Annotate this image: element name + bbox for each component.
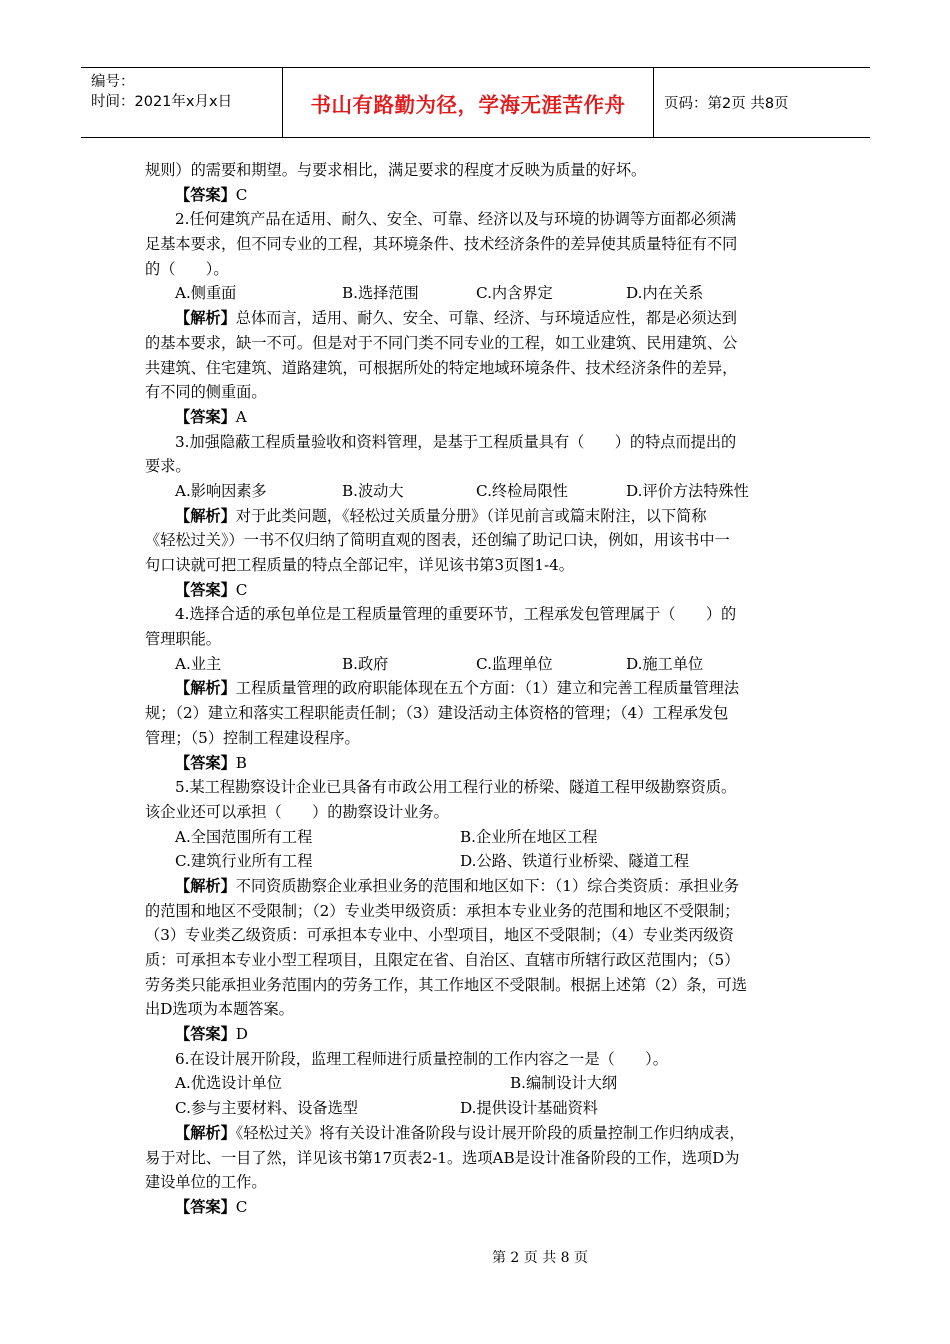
option-item: B.选择范围 (342, 284, 419, 303)
text-line: 《轻松过关》）一书不仅归纳了简明直观的图表，还创编了助记口诀，例如，用该书中一 (145, 531, 730, 550)
text-line: 管理；（5）控制工程建设程序。 (145, 728, 360, 747)
answer-options (145, 1096, 810, 1121)
option-item: A.全国范围所有工程 (175, 827, 313, 846)
option-item: D.提供设计基础资料 (460, 1099, 598, 1118)
line-text: 不同资质勘察企业承担业务的范围和地区如下：（1）综合类资质：承担业务 (235, 876, 740, 895)
header-motto-cell (283, 68, 654, 137)
motto-text: 书山有路勤为径，学海无涯苦作舟 (310, 92, 626, 117)
analysis-line (145, 1121, 810, 1146)
page-footer: 第 2 页 共 8 页 (491, 1250, 589, 1266)
answer-line (145, 183, 810, 208)
option-item: C.参与主要材料、设备选型 (175, 1099, 358, 1118)
question-line: 2.任何建筑产品在适用、耐久、安全、可靠、经济以及与环境的协调等方面都必须满 (175, 210, 737, 229)
label-keyword: 【解析】 (175, 309, 236, 328)
text-line: 管理职能。 (145, 630, 221, 649)
option-item: C.监理单位 (476, 654, 553, 673)
line-text: C (235, 580, 248, 599)
line-text: 《轻松过关》将有关设计准备阶段与设计展开阶段的质量控制工作归纳成表， (235, 1123, 745, 1142)
date-label: 时间：2021年x月x日 (91, 94, 233, 110)
question-line: 6.在设计展开阶段，监理工程师进行质量控制的工作内容之一是（ ）。 (175, 1049, 668, 1068)
label-keyword: 【答案】 (175, 1025, 236, 1044)
line-text: 总体而言，适用、耐久、安全、可靠、经济、与环境适应性，都是必须达到 (235, 309, 737, 328)
line-text: A (235, 407, 247, 426)
page-number-label: 页码：第2页 共8页 (664, 96, 789, 112)
option-item: D.评价方法特殊性 (626, 481, 749, 500)
option-item: C.建筑行业所有工程 (175, 852, 313, 871)
text-line: 易于对比、一目了然，详见该书第17页表2-1。选项AB是设计准备阶段的工作，选项D为 (145, 1148, 740, 1167)
option-item: B.编制设计大纲 (510, 1074, 618, 1093)
text-line: 要求。 (145, 457, 191, 476)
text-line: 的范围和地区不受限制；（2）专业类甲级资质：承担本专业业务的范围和地区不受限制； (145, 901, 740, 920)
answer-line (145, 405, 810, 430)
line-text: 对于此类问题，《轻松过关质量分册》（详见前言或篇末附注，以下简称 (235, 506, 707, 525)
option-item: A.侧重面 (175, 284, 237, 303)
analysis-line (145, 504, 810, 529)
text-line: 该企业还可以承担（ ）的勘察设计业务。 (145, 802, 449, 821)
label-keyword: 【解析】 (175, 876, 236, 895)
option-item: B.波动大 (342, 481, 404, 500)
text-line: 建设单位的工作。 (145, 1173, 267, 1192)
answer-options (145, 849, 810, 874)
page-header (81, 67, 870, 138)
text-line: 质：可承担本专业小型工程项目，且限定在省、自治区、直辖市所辖行政区范围内；（5） (145, 951, 740, 969)
option-item: D.施工单位 (626, 654, 704, 673)
answer-line (145, 751, 810, 776)
option-item: D.内在关系 (626, 284, 704, 303)
answer-options (145, 479, 810, 504)
question-line: 5.某工程勘察设计企业已具备有市政公用工程行业的桥梁、隧道工程甲级勘察资质。 (175, 778, 737, 797)
option-item: D.公路、铁道行业桥梁、隧道工程 (460, 852, 690, 871)
analysis-line (145, 676, 810, 701)
text-line: 出D选项为本题答案。 (145, 1000, 294, 1019)
line-text: C (235, 185, 248, 204)
answer-line (145, 1195, 810, 1220)
text-line: （3）专业类乙级资质：可承担本专业中、小型项目，地区不受限制；（4）专业类丙级资 (145, 926, 734, 945)
analysis-line (145, 306, 810, 331)
label-keyword: 【解析】 (175, 1123, 236, 1142)
text-line: 规；（2）建立和落实工程职能责任制；（3）建设活动主体资格的管理；（4）工程承发包 (145, 704, 729, 723)
text-line: 的基本要求，缺一不可。但是对于不同门类不同专业的工程，如工业建筑、民用建筑、公 (145, 333, 738, 352)
document-body (145, 158, 810, 1220)
text-line: 句口诀就可把工程质量的特点全部记牢，详见该书第3页图1-4。 (145, 556, 574, 574)
text-line: 共建筑、住宅建筑、道路建筑，可根据所处的特定地域环境条件、技术经济条件的差异， (145, 358, 738, 377)
text-line: 规则）的需要和期望。与要求相比，满足要求的程度才反映为质量的好坏。 (145, 161, 647, 179)
option-item: B.企业所在地区工程 (460, 827, 598, 846)
option-item: A.优选设计单位 (175, 1074, 282, 1093)
question-line: 3.加强隐蔽工程质量验收和资料管理，是基于工程质量具有（ ）的特点而提出的 (175, 432, 737, 451)
label-keyword: 【解析】 (175, 506, 236, 525)
line-text: 工程质量管理的政府职能体现在五个方面：（1）建立和完善工程质量管理法 (235, 679, 740, 698)
answer-options (145, 281, 810, 306)
answer-line (145, 1022, 810, 1047)
label-keyword: 【答案】 (175, 185, 236, 204)
text-line: 足基本要求，但不同专业的工程，其环境条件、技术经济条件的差异使其质量特征有不同 (145, 235, 738, 254)
line-text: C (235, 1197, 248, 1216)
option-item: C.终检局限性 (476, 481, 568, 500)
analysis-line (145, 874, 810, 899)
answer-line (145, 578, 810, 603)
option-item: A.业主 (175, 654, 222, 673)
answer-options (145, 1071, 810, 1096)
label-keyword: 【解析】 (175, 679, 236, 698)
question-line: 4.选择合适的承包单位是工程质量管理的重要环节，工程承发包管理属于（ ）的 (175, 605, 737, 624)
text-line: 的（ ）。 (145, 259, 229, 278)
header-meta-cell (81, 68, 283, 137)
label-keyword: 【答案】 (175, 580, 236, 599)
answer-options (145, 652, 810, 677)
label-keyword: 【答案】 (175, 753, 236, 772)
line-text: B (235, 753, 247, 772)
option-item: B.政府 (342, 654, 389, 673)
label-keyword: 【答案】 (175, 407, 236, 426)
code-label: 编号： (91, 74, 135, 90)
text-line: 劳务类只能承担业务范围内的劳务工作，其工作地区不受限制。根据上述第（2）条，可选 (145, 975, 747, 994)
text-line: 有不同的侧重面。 (145, 383, 267, 402)
answer-options (145, 825, 810, 850)
option-item: C.内含界定 (476, 284, 553, 303)
option-item: A.影响因素多 (175, 481, 267, 500)
label-keyword: 【答案】 (175, 1197, 236, 1216)
line-text: D (235, 1025, 248, 1044)
